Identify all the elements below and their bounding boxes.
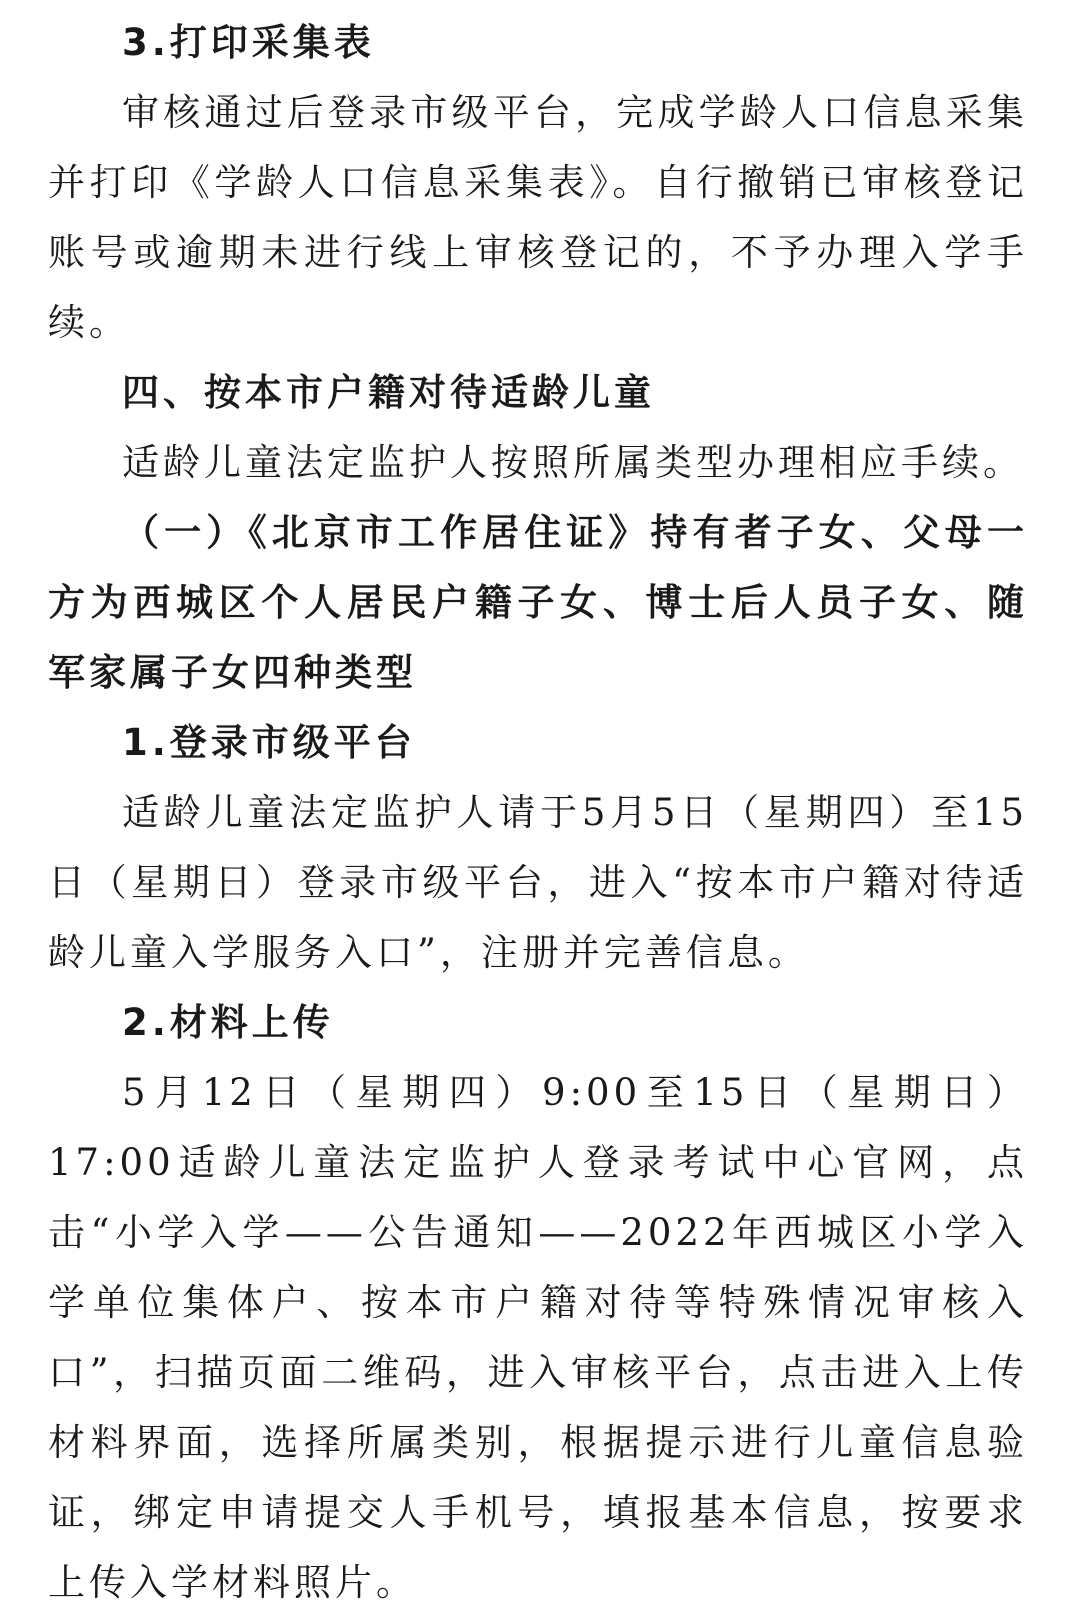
document-page bbox=[48, 8, 1028, 1618]
paragraph-guardian-procedure: 适龄儿童法定监护人按照所属类型办理相应手续。 bbox=[122, 441, 1024, 484]
paragraph-upload: 5月12日（星期四）9:00至15日（星期日）17:00适龄儿童法定监护人登录考试中心官网，点击“小学入学——公告通知——2022年西城区小学入学单位集体户、按本市户籍对待等特殊情况审核入口”，扫描页面二维码，进入审核平台，点击进入上传材料界面，选择所属类别，根据提示进行儿童信息验证，绑定申请提交人手机号，填报基本信息，按要求上传入学材料照片。 bbox=[48, 1071, 1028, 1604]
subsection-heading-four-types: （一）《北京市工作居住证》持有者子女、父母一方为西城区个人居民户籍子女、博士后人员子女、随军家属子女四种类型 bbox=[48, 511, 1028, 694]
paragraph-print-form: 审核通过后登录市级平台，完成学龄人口信息采集并打印《学龄人口信息采集表》。自行撤销已审核登记账号或逾期未进行线上审核登记的，不予办理入学手续。 bbox=[48, 91, 1028, 344]
section-heading-household: 四、按本市户籍对待适龄儿童 bbox=[122, 371, 655, 414]
paragraph-login: 适龄儿童法定监护人请于5月5日（星期四）至15日（星期日）登录市级平台，进入“按本市户籍对待适龄儿童入学服务入口”，注册并完善信息。 bbox=[48, 791, 1028, 974]
step-heading-login: 1.登录市级平台 bbox=[122, 721, 416, 764]
step-heading-upload: 2.材料上传 bbox=[122, 1001, 334, 1044]
section-heading-print-form: 3.打印采集表 bbox=[122, 21, 375, 64]
